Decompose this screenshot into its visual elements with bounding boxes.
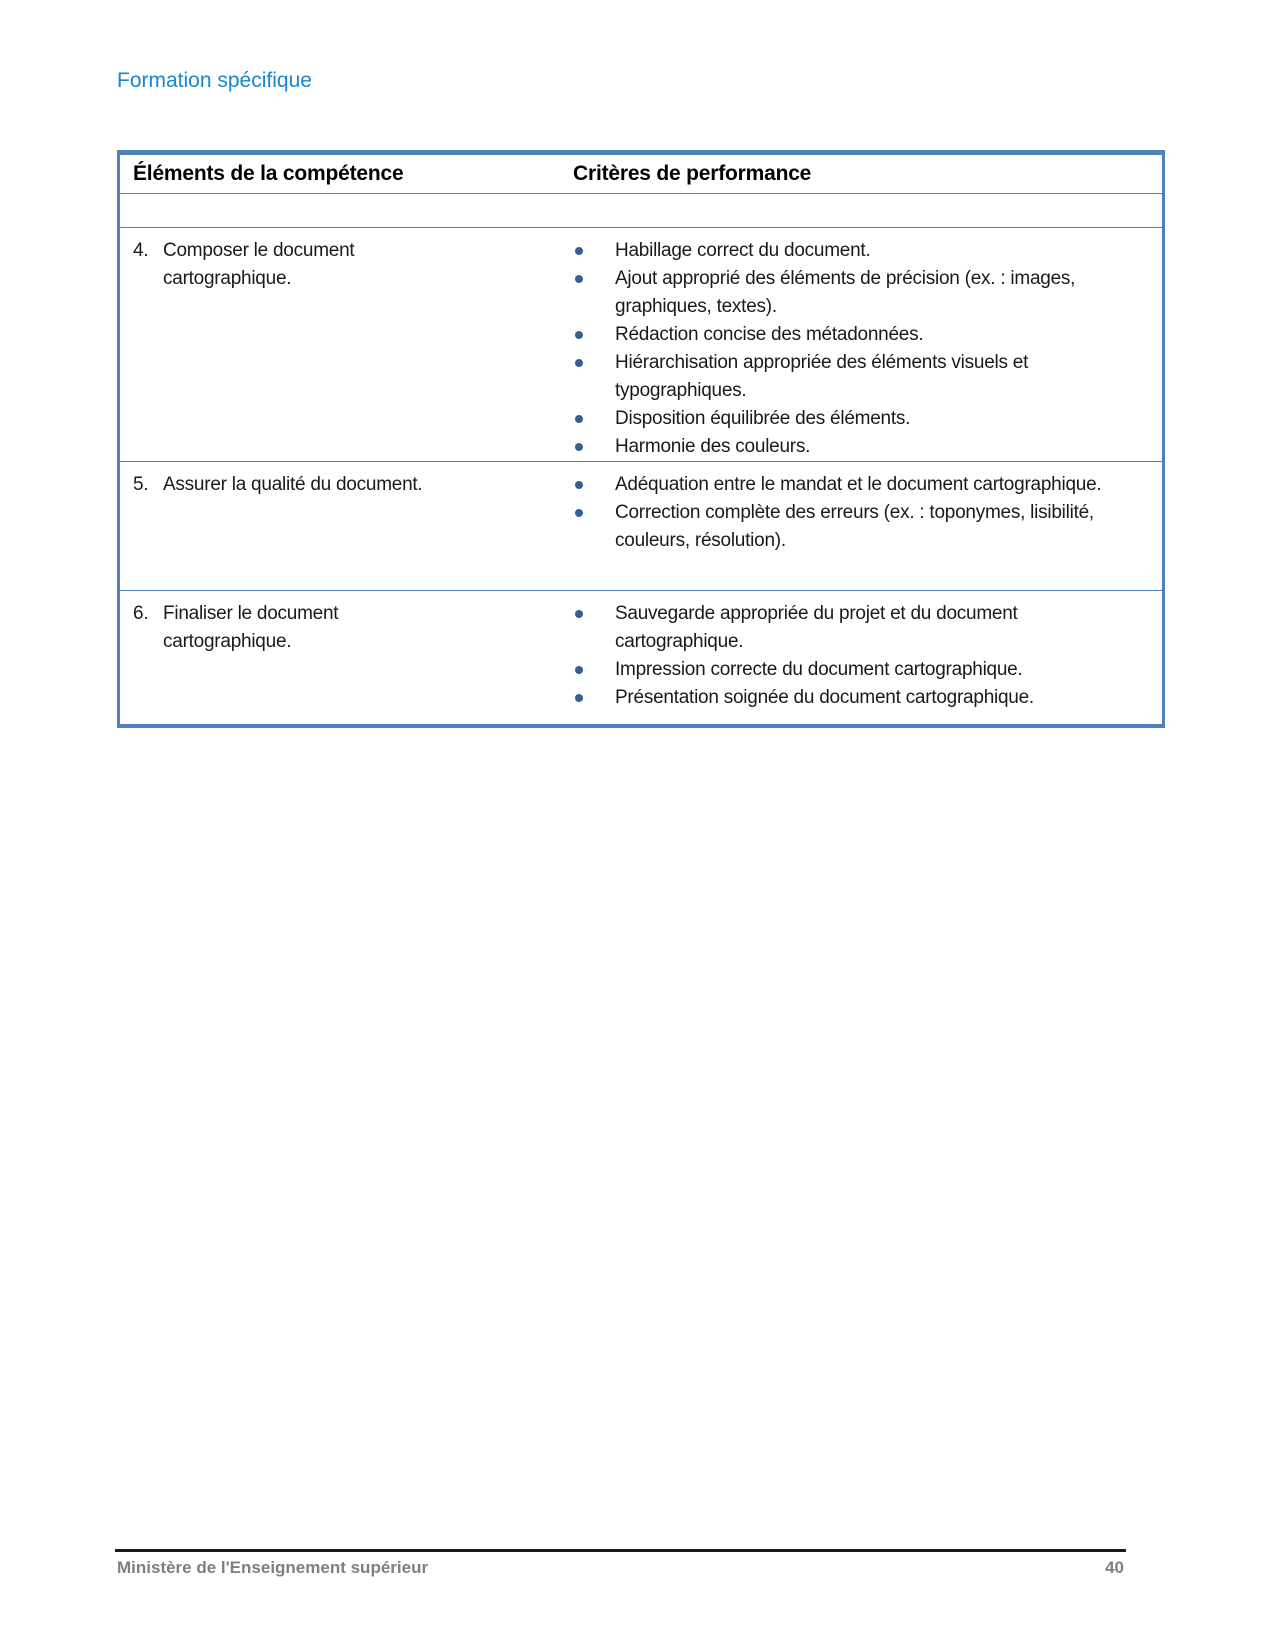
bullet-icon [575,509,583,517]
criterion-item [573,684,1135,712]
criterion-item [573,499,1135,555]
bullet-icon [575,443,583,451]
table-empty-row [120,194,1162,227]
element-text: Composer le document cartographique. [163,240,355,289]
column-header-elements: Éléments de la compétence [133,162,404,185]
section-label: Formation spécifique [117,69,312,92]
criterion-item [573,433,1135,461]
table-header-row [120,155,1162,194]
criterion-item [573,237,1135,265]
element-number: 5. [133,474,149,495]
table-row [120,461,1162,590]
criterion-text: Impression correcte du document cartographique. [615,659,1023,680]
criterion-text: Présentation soignée du document cartographique. [615,687,1034,708]
bullet-icon [575,247,583,255]
criterion-text: Habillage correct du document. [615,240,871,261]
bullet-icon [575,331,583,339]
criterion-text: Hiérarchisation appropriée des éléments visuels et typographiques. [615,352,1029,401]
criterion-text: Correction complète des erreurs (ex. : toponymes, lisibilité, couleurs, résolution). [615,502,1094,551]
criterion-text: Sauvegarde appropriée du projet et du document cartographique. [615,603,1018,652]
criteria-cell [573,237,1162,461]
element-number: 6. [133,603,149,624]
table-body [120,227,1162,724]
bullet-icon [575,666,583,674]
criteria-cell [573,471,1162,590]
criterion-item [573,405,1135,433]
table-row [120,227,1162,461]
bullet-icon [575,415,583,423]
column-header-criteria: Critères de performance [573,162,812,185]
criterion-item [573,321,1135,349]
criterion-item [573,656,1135,684]
element-text: Assurer la qualité du document. [163,474,423,495]
criterion-text: Disposition équilibrée des éléments. [615,408,911,429]
criteria-list [573,471,1162,555]
bullet-icon [575,275,583,283]
bullet-icon [575,359,583,367]
element-cell [120,237,573,461]
criterion-item [573,349,1135,405]
criterion-text: Adéquation entre le mandat et le document cartographique. [615,474,1102,495]
element-number: 4. [133,240,149,261]
criterion-text: Rédaction concise des métadonnées. [615,324,924,345]
bullet-icon [575,481,583,489]
criterion-text: Harmonie des couleurs. [615,436,811,457]
criteria-list [573,237,1162,461]
footer-rule [115,1549,1126,1552]
criteria-list [573,600,1162,712]
criterion-text: Ajout approprié des éléments de précision (ex. : images, graphiques, textes). [615,268,1076,317]
element-cell [120,471,573,590]
footer-ministry: Ministère de l'Enseignement supérieur [117,1558,429,1577]
element-text: Finaliser le document cartographique. [163,603,339,652]
criteria-cell [573,600,1162,724]
element-cell [120,600,573,724]
table-row [120,590,1162,724]
page-footer [117,1557,1124,1579]
criterion-item [573,265,1135,321]
criterion-item [573,471,1135,499]
bullet-icon [575,694,583,702]
competence-table [117,150,1165,728]
footer-page-number: 40 [1105,1558,1124,1577]
bullet-icon [575,610,583,618]
criterion-item [573,600,1135,656]
